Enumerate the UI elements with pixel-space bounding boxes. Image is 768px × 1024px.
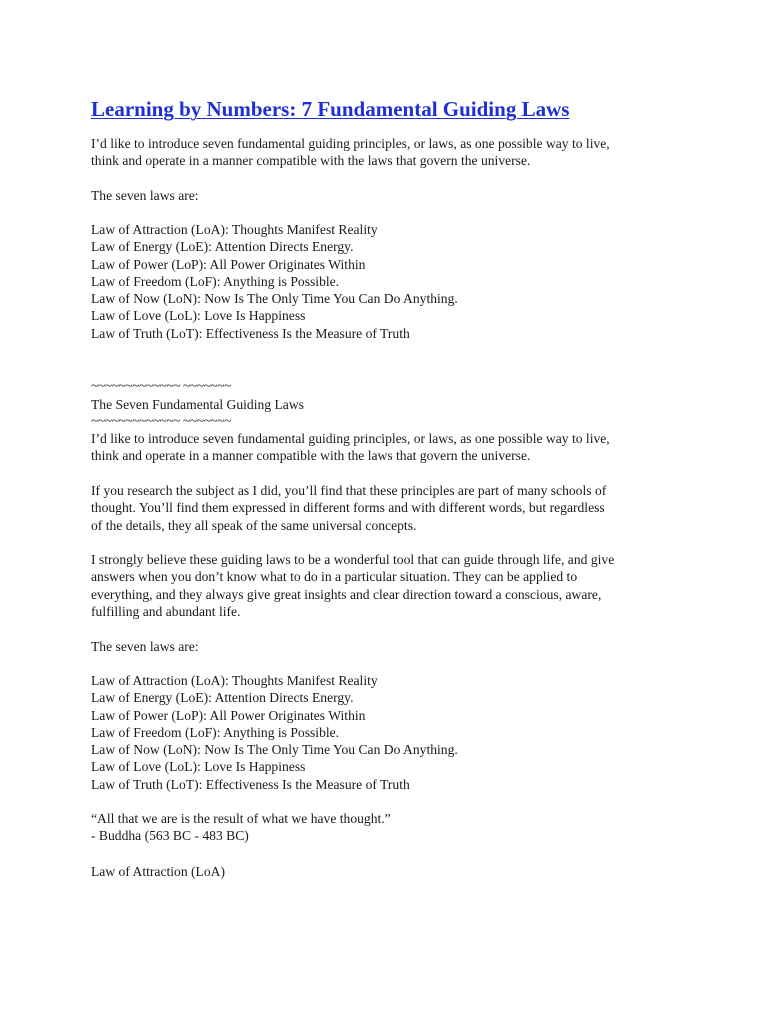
list-item: Law of Truth (LoT): Effectiveness Is the Measure of Truth (91, 325, 410, 341)
document-title-link[interactable]: Learning by Numbers: 7 Fundamental Guiding Laws (91, 97, 570, 121)
seven-laws-label-repeat: The seven laws are: (91, 639, 199, 654)
intro-paragraph-repeat (91, 430, 711, 465)
intro-paragraph (91, 135, 711, 170)
belief-line-4: fulfilling and abundant life. (91, 603, 241, 619)
belief-line-1: I strongly believe these guiding laws to be a wonderful tool that can guide through life, and give (91, 552, 615, 567)
intro-repeat-line-1: I’d like to introduce seven fundamental guiding principles, or laws, as one possible way to live, (91, 431, 610, 446)
quote-attribution: - Buddha (563 BC - 483 BC) (91, 828, 249, 844)
intro-line-1: I’d like to introduce seven fundamental guiding principles, or laws, as one possible way to live, (91, 136, 610, 151)
list-item: Law of Love (LoL): Love Is Happiness (91, 308, 306, 324)
section-heading: The Seven Fundamental Guiding Laws (91, 397, 304, 412)
list-item: Law of Freedom (LoF): Anything is Possible. (91, 724, 340, 740)
belief-line-3: everything, and they always give great insights and clear direction toward a conscious, aware, (91, 586, 602, 602)
quote-text: “All that we are is the result of what we have thought.” (91, 811, 391, 826)
seven-laws-label: The seven laws are: (91, 188, 199, 203)
laws-list-repeat (91, 672, 711, 793)
research-paragraph (91, 482, 711, 534)
list-item: Law of Now (LoN): Now Is The Only Time You Can Do Anything. (91, 742, 458, 758)
list-item: Law of Energy (LoE): Attention Directs Energy. (91, 239, 354, 255)
list-item: Law of Now (LoN): Now Is The Only Time You Can Do Anything. (91, 291, 458, 307)
belief-line-2: answers when you don’t know what to do in a particular situation. They can be applied to (91, 569, 578, 585)
divider-bottom: ~~~~~~~~~~~~~ ~~~~~~~ (91, 413, 231, 428)
list-item: Law of Power (LoP): All Power Originates Within (91, 256, 366, 272)
list-item: Law of Attraction (LoA): Thoughts Manifest Reality (91, 673, 378, 688)
list-item: Law of Power (LoP): All Power Originates Within (91, 707, 366, 723)
law-of-attraction-heading: Law of Attraction (LoA) (91, 864, 226, 879)
research-line-1: If you research the subject as I did, you’ll find that these principles are part of many schools of (91, 483, 607, 498)
intro-line-2: think and operate in a manner compatible with the laws that govern the universe. (91, 153, 531, 169)
research-line-2: thought. You’ll find them expressed in different forms and with different words, but regardless (91, 500, 605, 516)
research-line-3: of the details, they all speak of the same universal concepts. (91, 517, 417, 533)
list-item: Law of Truth (LoT): Effectiveness Is the Measure of Truth (91, 776, 410, 792)
intro-repeat-line-2: think and operate in a manner compatible with the laws that govern the universe. (91, 448, 531, 464)
list-item: Law of Energy (LoE): Attention Directs Energy. (91, 690, 354, 706)
divider-top: ~~~~~~~~~~~~~ ~~~~~~~ (91, 378, 231, 393)
list-item: Law of Attraction (LoA): Thoughts Manifest Reality (91, 222, 378, 237)
quote-block (91, 810, 711, 845)
list-item: Law of Love (LoL): Love Is Happiness (91, 759, 306, 775)
laws-list (91, 221, 711, 342)
list-item: Law of Freedom (LoF): Anything is Possible. (91, 273, 340, 289)
belief-paragraph (91, 551, 711, 620)
